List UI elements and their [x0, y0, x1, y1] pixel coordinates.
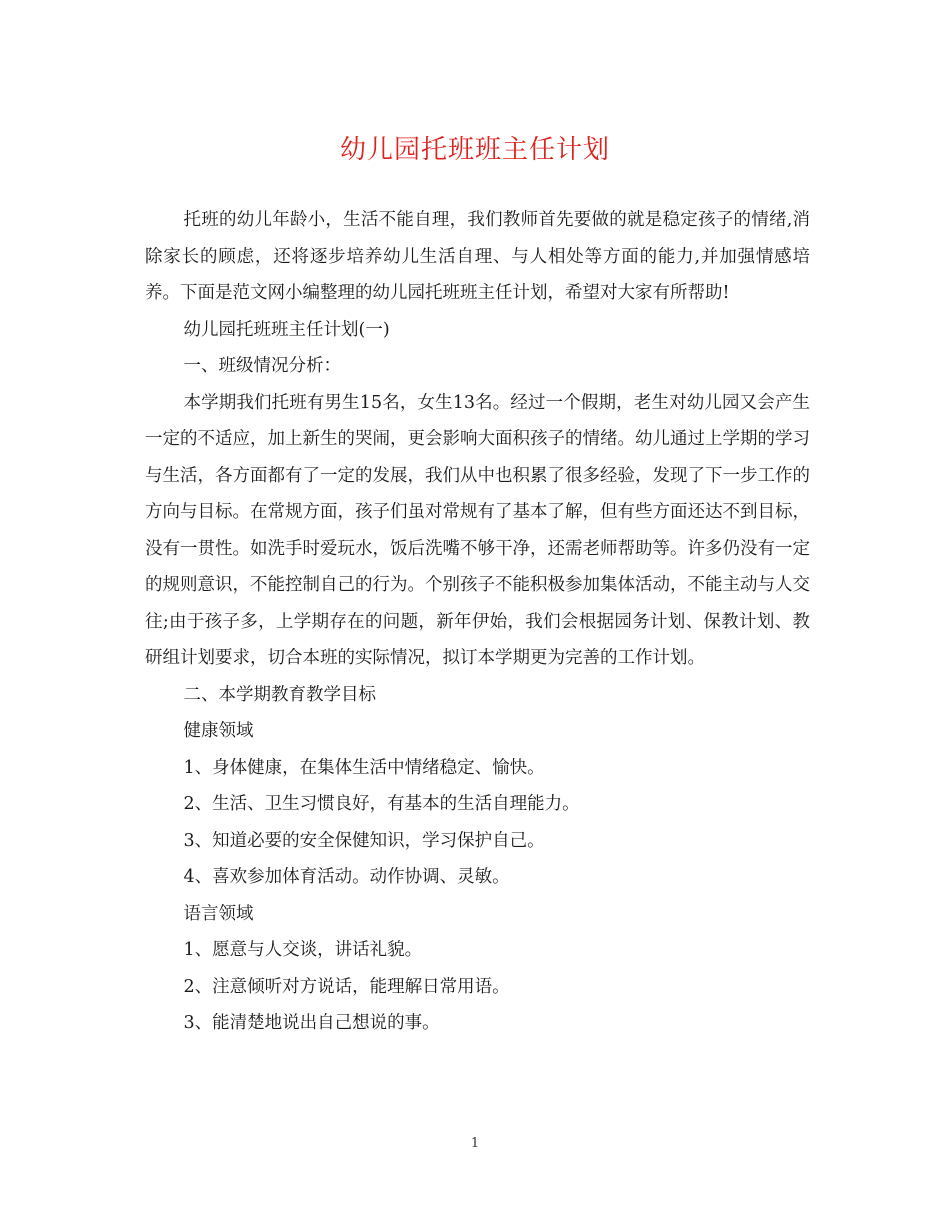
list-item: 1、愿意与人交谈，讲话礼貌。 — [183, 940, 423, 960]
subsection-heading: 语言领域 — [183, 903, 254, 924]
body-paragraph: 本学期我们托班有男生15名，女生13名。经过一个假期，老生对幼儿园又会产生一定的不适应，加上新生的哭闹，更会影响大面积孩子的情绪。幼儿通过上学期的学习与生活，各方面都有了一定的发展，我们从中也积累了很多经验，发现了下一步工作的方向与目标。在常规方面，孩子们虽对常规有了基本了解，但有些方面还达不到目标，没有一贯性。如洗手时爱玩水，饭后洗嘴不够干净，还需老师帮助等。许多仍没有一定的规则意识，不能控制自己的行为。个别孩子不能积极参加集体活动，不能主动与人交往;由于孩子多，上学期存在的问题，新年伊始，我们会根据园务计划、保教计划、教研组计划要求，切合本班的实际情况，拟订本学期更为完善的工作计划。 — [145, 392, 810, 668]
list-item: 2、注意倾听对方说话，能理解日常用语。 — [183, 976, 510, 997]
list-item: 4、喜欢参加体育活动。动作协调、灵敏。 — [183, 867, 510, 887]
list-item: 1、身体健康，在集体生活中情绪稳定、愉快。 — [183, 757, 545, 778]
document-body — [145, 202, 810, 1042]
list-item: 2、生活、卫生习惯良好，有基本的生活自理能力。 — [183, 794, 580, 814]
subsection-heading: 健康领域 — [183, 721, 254, 741]
section-heading: 一、班级情况分析： — [183, 356, 341, 376]
list-item: 3、能清楚地说出自己想说的事。 — [183, 1013, 440, 1033]
section-heading: 二、本学期教育教学目标 — [183, 684, 376, 705]
page-number: 1 — [470, 1136, 480, 1151]
list-item: 3、知道必要的安全保健知识，学习保护自己。 — [183, 830, 545, 851]
intro-paragraph: 托班的幼儿年龄小，生活不能自理，我们教师首先要做的就是稳定孩子的情绪,消 除家长的顾虑，还将逐步培养幼儿生活自理、与人相处等方面的能力,并加强情感培养。下面是范文网小编整理的幼儿园托班班主任计划，希望对大家有所帮助! — [145, 210, 810, 303]
section-heading: 幼儿园托班班主任计划(一) — [183, 319, 390, 340]
document-title: 幼儿园托班班主任计划 — [339, 135, 610, 165]
